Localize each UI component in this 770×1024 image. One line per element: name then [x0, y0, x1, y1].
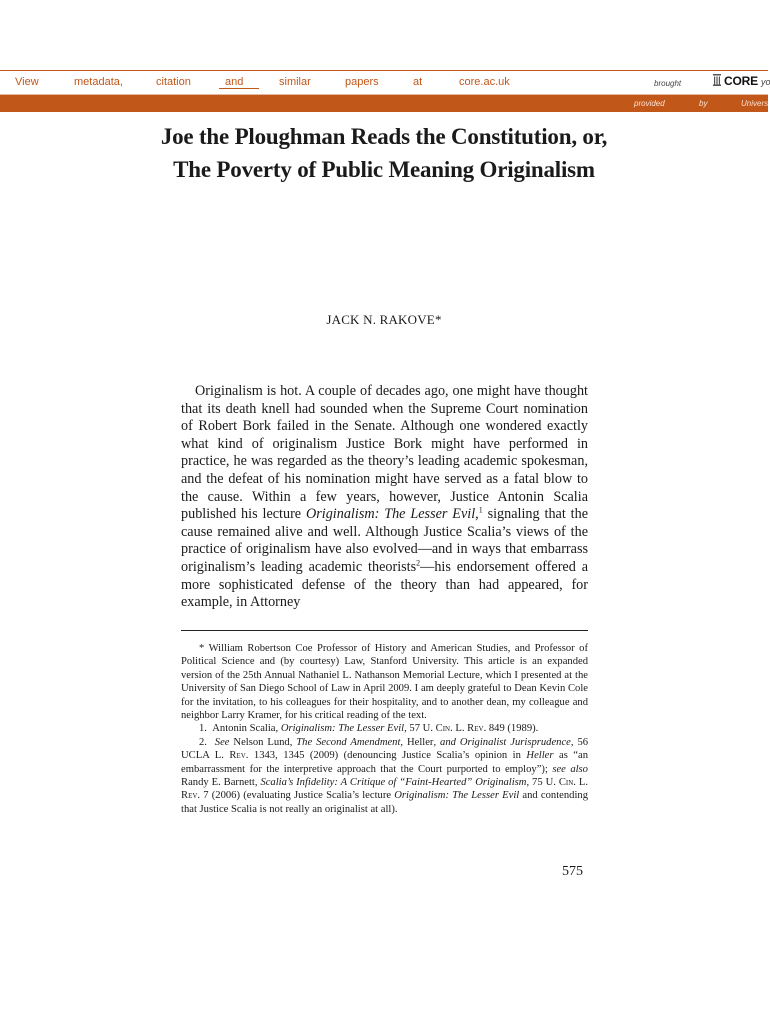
footnote-text: Heller: [403, 736, 434, 748]
footnote-text: . 1343, 1345 (2009) (denouncing Justice Scalia’s opinion in: [245, 750, 527, 762]
footnotes: [181, 642, 588, 816]
footnote-italic: Originalism: The Lesser Evil: [280, 723, 405, 735]
core-link-papers[interactable]: papers: [345, 76, 379, 88]
footnote-text: , 75 U.: [526, 777, 559, 789]
footnote-text: Randy E. Barnett,: [181, 777, 261, 789]
core-logo[interactable]: [712, 73, 770, 88]
footnote-text: . L.: [573, 777, 588, 789]
core-link-citation[interactable]: citation: [156, 76, 191, 88]
body-text-part: Originalism is hot. A couple of decades ago, one might have thought that its death knell had sounded when the Supreme Court nomination of Robert Bork failed in the Senate. Although one wondered exactly what kind of originalism Justice Bork might have performed in practice, he was regarded as the theory’s leading academic spokesman, and the defeat of his nomination might have served as a fatal blow to the cause. Within a few years, however, Justice Antonin Scalia published his lecture: [181, 383, 588, 523]
article-author: JACK N. RAKOVE*: [326, 312, 442, 327]
body-italic-title: Originalism: The Lesser Evil: [306, 506, 476, 523]
core-provided-text: provided: [634, 99, 665, 108]
footnote-ref-1[interactable]: 1: [478, 505, 483, 515]
core-link-and[interactable]: and: [219, 76, 259, 89]
article-title: Joe the Ploughman Reads the Constitution, or, The Poverty of Public Meaning Originalism: [160, 124, 608, 182]
footnote-text: . 7 (2006) (evaluating Justice Scalia’s lecture: [197, 790, 395, 802]
footnote-signal: see also: [552, 763, 588, 775]
body-paragraph: Originalism is hot. A couple of decades ago, one might have thought that its death knell had sounded when the Supreme Court nomination of Robert Bork failed in the Senate. Although one wondered exactly what kind of originalism Justice Bork might have performed in practice, he was regarded as the theory’s leading academic spokesman, and the defeat of his nomination might have served as a fatal blow to the cause. Within a few years, however, Justice Antonin Scalia published his lecture Originalism: The Lesser Evil,$^1$ signaling that the cause remained alive and well. Although Justice Scalia’s views of the practice of originalism have also evolved—and in ways that embarrass originalism’s leading academic theorists$^2$—his endorsement offered a more sophisticated defense of the theory than had appeared, for example, in Attorney: [181, 383, 588, 611]
core-link-core-ac-uk[interactable]: core.ac.uk: [459, 76, 510, 88]
core-link-similar[interactable]: similar: [279, 76, 311, 88]
page-number: 575: [562, 864, 583, 879]
footnote-italic: Originalism: The Lesser Evil: [394, 790, 520, 802]
footnote-italic: The Second Amendment,: [296, 736, 404, 748]
footnote-smallcaps: Cin: [558, 777, 574, 789]
footnote-italic: , and Originalist Jurisprudence: [433, 736, 571, 748]
core-link-view[interactable]: View: [15, 76, 39, 88]
footnote-italic: Scalia’s Infidelity: A Critique of “Faint-Hearted” Originalism: [260, 777, 527, 789]
core-banner: [0, 70, 768, 112]
body-text-part: signaling that the cause remained alive and well. Although Justice Scalia’s views of the practice of originalism have also evolved—and in ways that embarrass originalism’s leading academic theorists: [181, 506, 588, 575]
footnote-text: . 849 (1989).: [483, 723, 539, 735]
core-logo-text: CORE: [724, 74, 758, 88]
core-logo-suffix: yo: [760, 77, 770, 87]
footnote-divider: [181, 630, 588, 631]
body-text-part: —his endorsement offered a more sophisticated defense of the theory than had appeared, for example, in Attorney: [181, 558, 588, 611]
footnote-text: Nelson Lund,: [229, 736, 297, 748]
core-link-metadata[interactable]: metadata,: [74, 76, 123, 88]
footnote-text: and contending that Justice Scalia is not really an originalist at all).: [181, 790, 588, 815]
footnote-number: 1.: [199, 723, 207, 735]
footnote-text: as “an embarrassment for the interpretive approach that the Court purported to employ”);: [181, 750, 589, 775]
core-by-text: by: [699, 99, 708, 108]
footnote-text: , 57 U.: [404, 723, 436, 735]
core-logo-icon: [712, 73, 722, 87]
footnote-smallcaps: Rev: [229, 750, 246, 762]
footnote-number: 2.: [199, 736, 207, 748]
footnote-signal: See: [214, 736, 230, 748]
footnote-ref-2[interactable]: 2: [416, 558, 421, 568]
footnote-smallcaps: Cin: [435, 723, 451, 735]
core-brought-text: brought: [654, 79, 682, 88]
footnote-star: * William Robertson Coe Professor of History and American Studies, and Professor of Political Science and (by courtesy) Law, Stanford University. This article is an expanded version of the 25th Annual Nathaniel L. Nathanson Memorial Lecture, which I presented at the University of San Diego School of Law in April 2009. I am deeply grateful to Dean Kevin Cole for the invitation, to his colleagues for their hospitality, and to another dean, my colleague and neighbor Larry Kramer, for his critical reading of the text.: [181, 643, 588, 722]
footnote-2: [181, 736, 588, 816]
footnote-text: Antonin Scalia,: [212, 723, 281, 735]
footnote-1: [181, 722, 588, 735]
footnote-text: , 56 UCLA L.: [181, 736, 589, 762]
core-university-text[interactable]: Univers: [741, 99, 769, 108]
footnote-smallcaps: Rev: [467, 723, 484, 735]
footnote-italic: Heller: [526, 750, 554, 762]
core-link-at[interactable]: at: [413, 76, 423, 88]
footnote-smallcaps: Rev: [181, 790, 198, 802]
footnote-text: . L.: [450, 723, 468, 735]
